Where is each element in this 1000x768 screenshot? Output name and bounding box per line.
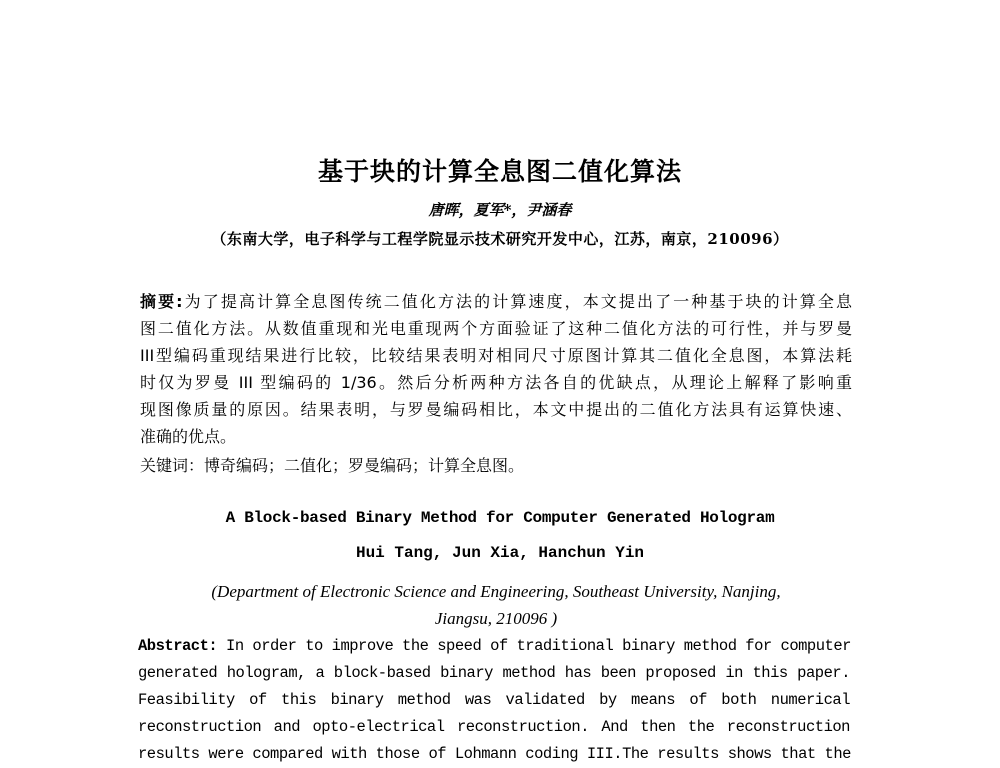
affiliation-english — [140, 578, 852, 632]
abstract-chinese — [140, 288, 852, 450]
abstract-chinese-line: III型编码重现结果进行比较，比较结果表明对相同尺寸原图计算其二值化全息图，本算法耗 — [140, 346, 852, 365]
abstract-label-english: Abstract: — [138, 637, 218, 655]
abstract-chinese-line: 现图像质量的原因。结果表明，与罗曼编码相比，本文中提出的二值化方法具有运算快速、 — [140, 400, 852, 419]
affiliation-english-line: (Department of Electronic Science and Engineering, Southeast University, Nanjing, — [211, 582, 781, 601]
abstract-english-line: Abstract: In order to improve the speed of traditional binary method for computer — [138, 637, 851, 655]
abstract-english-line: generated hologram, a block-based binary method has been proposed in this paper. — [138, 664, 850, 682]
abstract-chinese-line: 摘要:为了提高计算全息图传统二值化方法的计算速度，本文提出了一种基于块的计算全息 — [140, 292, 852, 311]
keywords-chinese: 关键词：博奇编码；二值化；罗曼编码；计算全息图。 — [140, 456, 525, 475]
affiliation-english-line: Jiangsu, 210096 ) — [434, 609, 558, 628]
authors-chinese: 唐晖，夏军*，尹涵春 — [428, 201, 572, 219]
paper-title-chinese: 基于块的计算全息图二值化算法 — [317, 157, 682, 186]
abstract-english — [138, 633, 850, 768]
abstract-english-line: reconstruction and opto-electrical reconstruction. And then the reconstruction — [138, 718, 850, 736]
affiliation-chinese: （东南大学，电子科学与工程学院显示技术研究开发中心，江苏，南京，210096） — [211, 230, 789, 248]
abstract-label-chinese: 摘要: — [140, 292, 183, 311]
paper-title-english: A Block-based Binary Method for Computer Generated Hologram — [225, 509, 775, 527]
abstract-english-line: Feasibility of this binary method was validated by means of both numerical — [138, 691, 850, 709]
abstract-english-line: results were compared with those of Lohmann coding III.The results shows that the — [138, 745, 851, 763]
authors-english: Hui Tang, Jun Xia, Hanchun Yin — [355, 544, 645, 562]
abstract-chinese-line: 准确的优点。 — [140, 427, 237, 446]
abstract-chinese-line: 图二值化方法。从数值重现和光电重现两个方面验证了这种二值化方法的可行性，并与罗曼 — [140, 319, 852, 338]
abstract-chinese-line: 时仅为罗曼 III 型编码的 1/36。然后分析两种方法各自的优缺点，从理论上解释了影响重 — [140, 373, 852, 392]
